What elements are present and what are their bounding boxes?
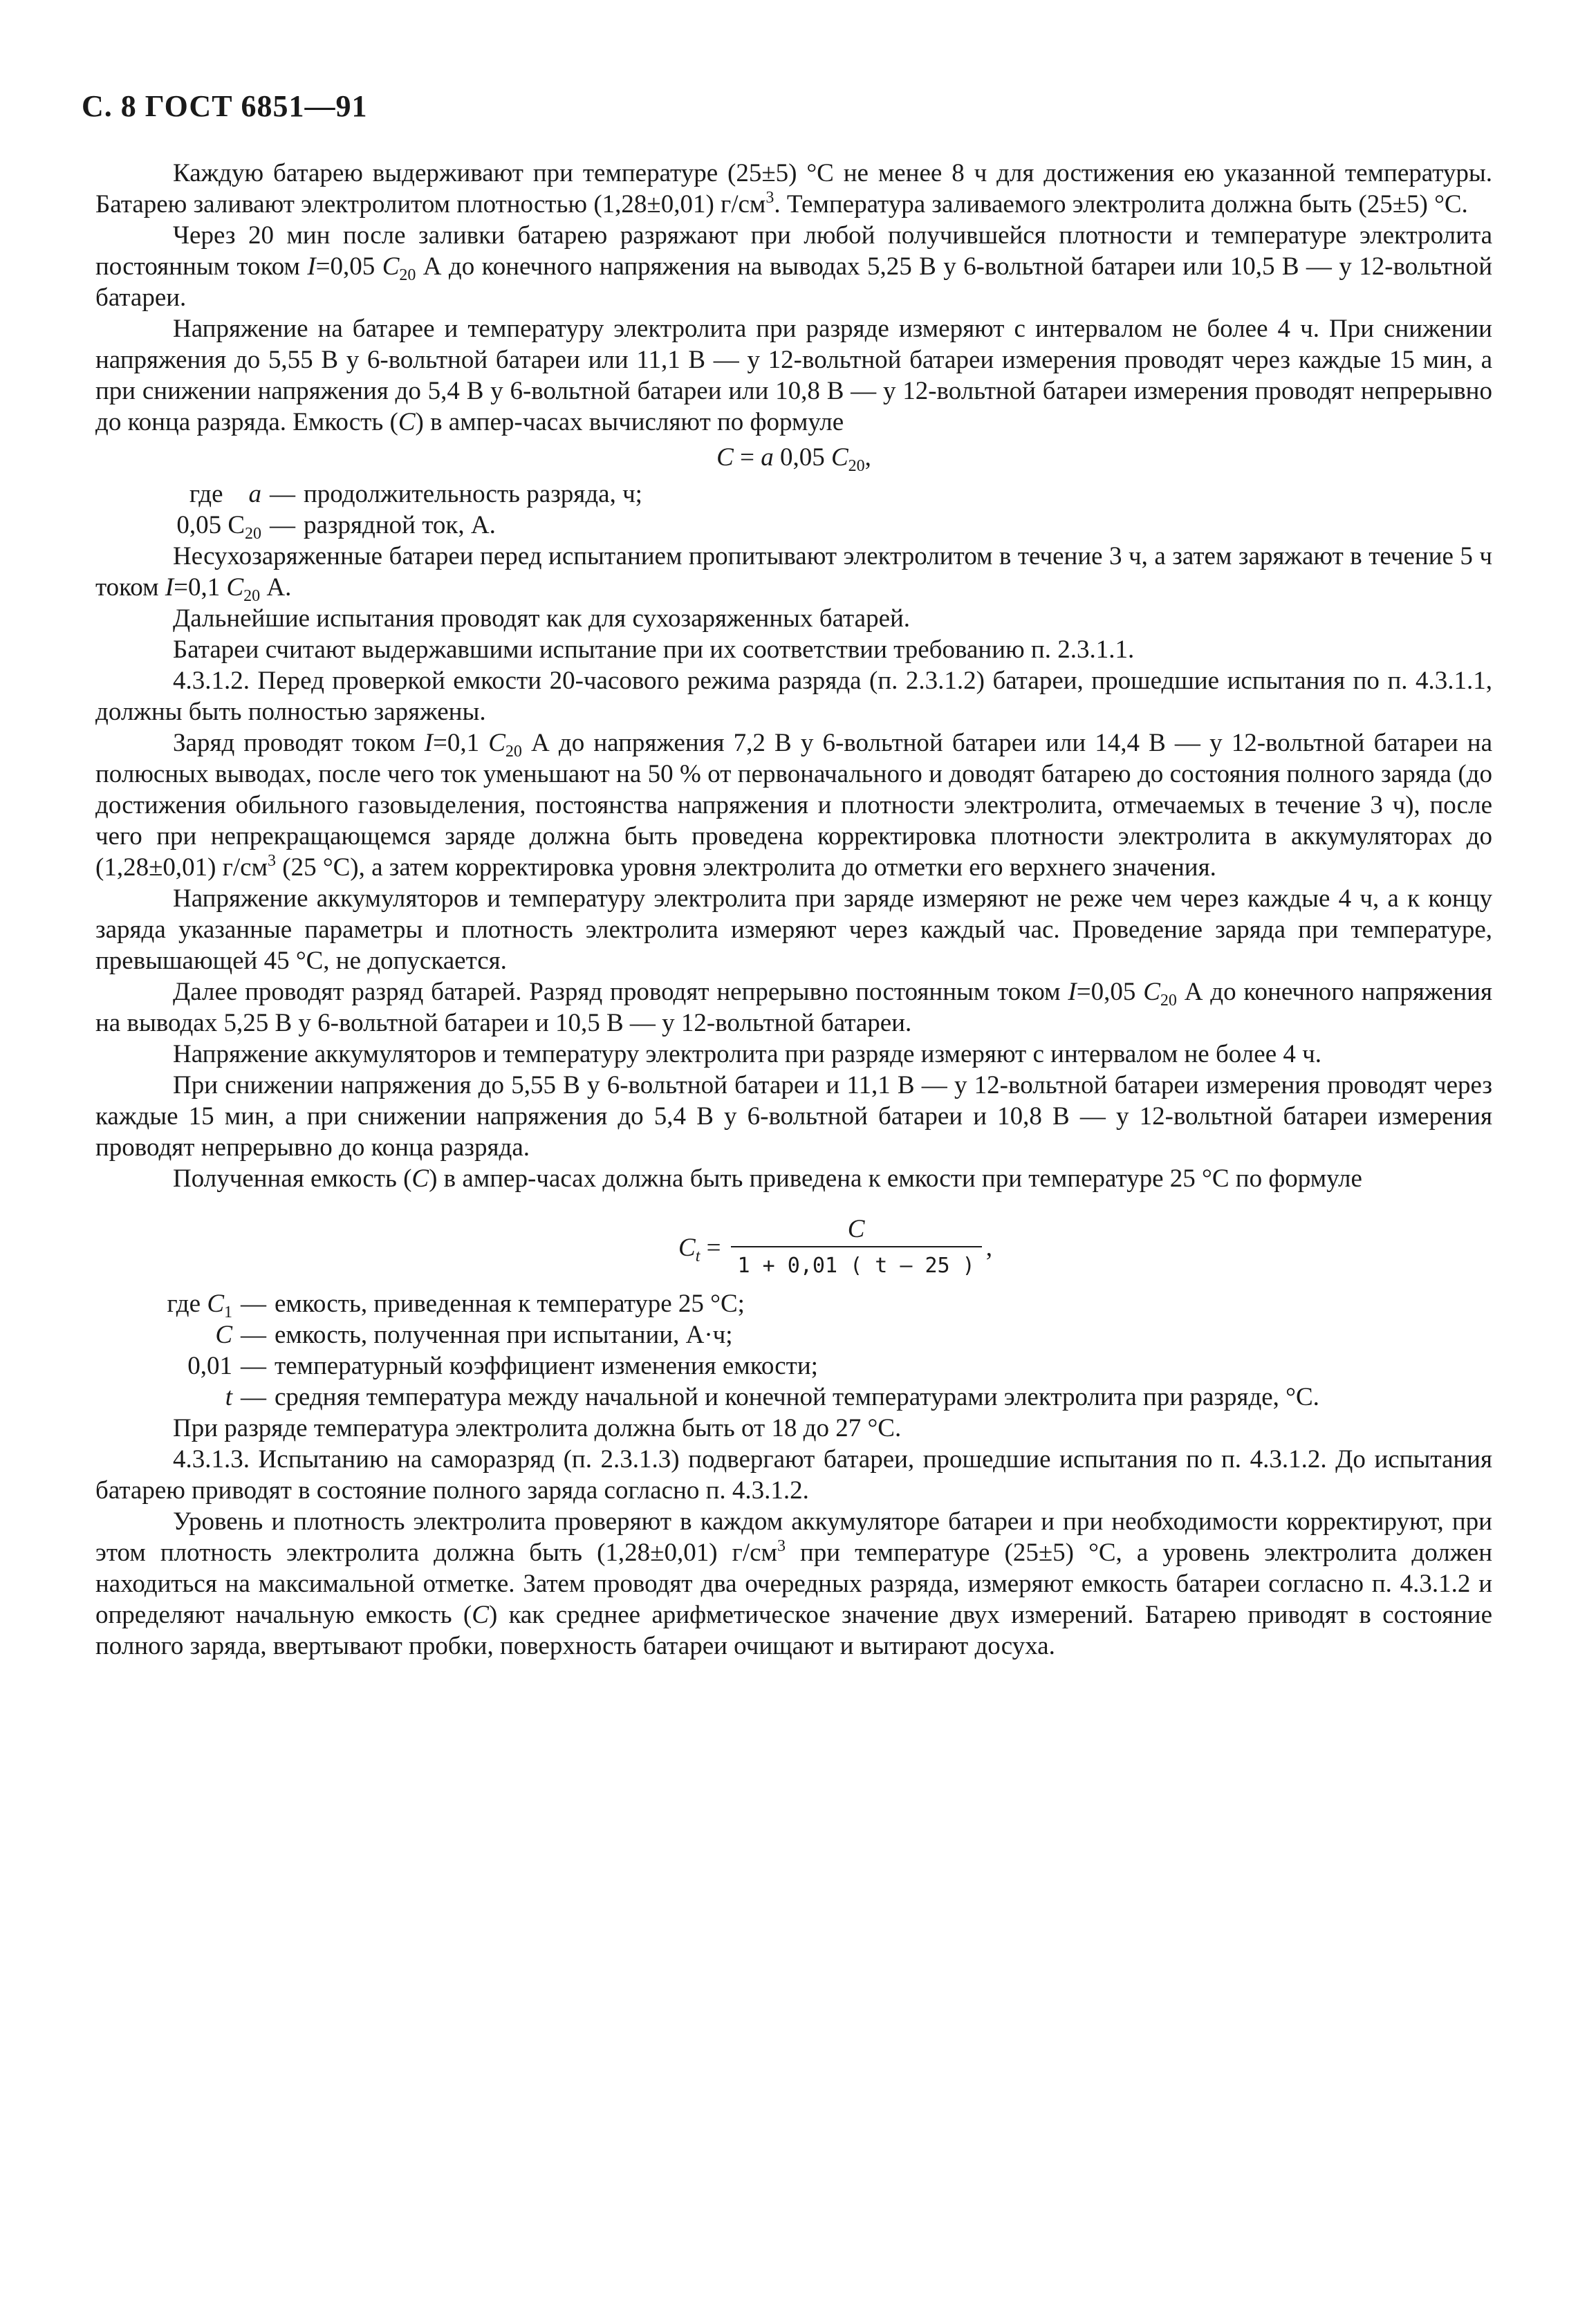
fraction-denominator: 1 + 0,01 ( t — 25 )	[731, 1246, 982, 1281]
legend-prefix: где	[167, 1290, 201, 1318]
legend-dash: —	[241, 1352, 266, 1380]
text: А до конечного напряжения на выводах 5,25 В у 6-вольтной батареи или 10,5 В — у 12-вольтной батареи.	[95, 252, 1492, 312]
text: Полученная емкость (	[173, 1164, 412, 1193]
fraction-numerator: C	[847, 1215, 865, 1243]
paragraph: 4.3.1.2. Перед проверкой емкости 20-часового режима разряда (п. 2.3.1.2) батареи, прошедшие испытания по п. 4.3.1.1, должны быть полностью заряжены.	[95, 667, 1492, 726]
legend-sym: t	[225, 1383, 232, 1411]
text: Каждую батарею выдерживают при температуре (25±5) °С не менее 8 ч для достижения ею указанной температуры. Батарею заливают электролитом плотностью (1,28±0,01) г/см	[95, 159, 1492, 219]
symbol-i: I	[1068, 978, 1077, 1006]
formula-end: ,	[864, 443, 871, 472]
formula-eq: =	[733, 443, 761, 472]
symbol-c: C	[472, 1601, 489, 1629]
formula-lhs-symbol: C	[678, 1233, 696, 1262]
legend-symbol	[95, 479, 261, 510]
text: =0,05	[1076, 978, 1144, 1006]
subscript: 20	[243, 587, 261, 605]
legend-row	[95, 1382, 1492, 1413]
legend-definition: разрядной ток, А.	[304, 511, 496, 539]
paragraph: При снижении напряжения до 5,55 В у 6-вольтной батареи и 11,1 В — у 12-вольтной батареи измерения проводят через каждые 15 мин, а при снижении напряжения до 5,4 В у 6-вольтной батареи и 10,8 В — у 12-вольтной батареи измерения проводят непрерывно до конца разряда.	[95, 1071, 1492, 1162]
legend-prefix: где	[189, 480, 223, 508]
text: А до напряжения 7,2 В у 6-вольтной батареи или 14,4 В — у 12-вольтной батареи на полюсных выводах, после чего ток уменьшают на 50 % от первоначального и доводят батарею до состояния полного заряда (до достижения обильного газовыделения, постоянства напряжения и плотности электролита, отмечаемых в течение 3 ч), после чего при непрекращающемся заряде должна быть проведена корректировка плотности электролита в аккумуляторах до (1,28±0,01) г/см	[95, 729, 1492, 882]
symbol-c: C	[1143, 978, 1160, 1006]
subscript: 20	[399, 266, 416, 284]
superscript: 3	[765, 189, 774, 207]
paragraph	[95, 220, 1492, 313]
legend-sym: a	[248, 480, 261, 508]
paragraph	[95, 1163, 1492, 1194]
text: Заряд проводят током	[173, 729, 425, 757]
legend-row	[95, 479, 1492, 510]
legend-row	[95, 1319, 1492, 1350]
text: Уровень и плотность электролита проверяют в каждом аккумуляторе батареи и при необходимости корректируют, при этом плотность электролита должна быть (1,28±0,01) г/см	[95, 1507, 1492, 1567]
paragraph	[95, 976, 1492, 1039]
paragraph	[95, 727, 1492, 883]
paragraph	[95, 313, 1492, 438]
text: =0,1	[174, 573, 227, 602]
legend-definition: емкость, приведенная к температуре 25 °С;	[275, 1290, 745, 1318]
symbol-i: I	[424, 729, 433, 757]
legend-symbol	[95, 510, 261, 541]
legend-definition: продолжительность разряда, ч;	[304, 480, 642, 508]
text: . Температура заливаемого электролита должна быть (25±5) °С.	[774, 190, 1468, 219]
formula-normalized-capacity	[178, 1214, 1492, 1281]
text: ) в ампер-часах вычисляют по формуле	[415, 408, 844, 436]
text: Напряжение на батарее и температуру электролита при разряде измеряют с интервалом не более 4 ч. При снижении напряжения до 5,55 В у 6-вольтной батареи или 11,1 В — у 12-вольтной батареи измерения проводят через каждые 15 мин, а при снижении напряжения до 5,4 В у 6-вольтной батареи или 10,8 В — у 12-вольтной батареи измерения проводят непрерывно до конца разряда. Емкость (	[95, 315, 1492, 436]
paragraph: При разряде температура электролита должна быть от 18 до 27 °С.	[173, 1414, 902, 1442]
paragraph	[95, 1506, 1492, 1662]
formula-lhs	[678, 1232, 721, 1263]
superscript: 3	[268, 852, 276, 870]
paragraph: Батареи считают выдержавшими испытание при их соответствии требованию п. 2.3.1.1.	[173, 635, 1135, 664]
formula-end: ,	[985, 1233, 992, 1262]
legend-definition: средняя температура между начальной и конечной температурами электролита при разряде, °С.	[275, 1383, 1319, 1411]
formula-coef: 0,05	[773, 443, 831, 472]
legend-dash: —	[270, 511, 295, 539]
legend-sym: C	[207, 1290, 224, 1318]
formula-eq: =	[706, 1233, 721, 1262]
superscript: 3	[777, 1537, 786, 1555]
text: ) как среднее арифметическое значение двух измерений. Батарею приводят в состояние полного заряда, ввертывают пробки, поверхность батареи очищают и вытирают досуха.	[95, 1601, 1493, 1660]
legend-dash: —	[241, 1383, 266, 1411]
text: при температуре (25±5) °С, а уровень электролита должен находиться на максимальной отметке. Затем проводят два очередных разряда, измеряют емкость батареи согласно п. 4.3.1.2 и определяют начальную емкость (	[95, 1539, 1492, 1629]
formula-a: a	[761, 443, 774, 472]
subscript: 20	[848, 457, 865, 475]
legend-row	[95, 1350, 1492, 1382]
fraction	[731, 1214, 982, 1281]
subscript: 20	[1160, 992, 1177, 1010]
paragraph: 4.3.1.3. Испытанию на саморазряд (п. 2.3.1.3) подвергают батареи, прошедшие испытания по п. 4.3.1.2. До испытания батарею приводят в состояние полного заряда согласно п. 4.3.1.2.	[95, 1445, 1492, 1505]
text: ) в ампер-часах должна быть приведена к емкости при температуре 25 °С по формуле	[429, 1164, 1362, 1193]
subscript: 20	[505, 743, 522, 761]
legend-row	[95, 510, 1492, 541]
text: (25 °С), а затем корректировка уровня электролита до отметки его верхнего значения.	[276, 853, 1216, 882]
formula-c: C	[831, 443, 848, 472]
text: А.	[260, 573, 292, 602]
legend-definition: емкость, полученная при испытании, А·ч;	[275, 1321, 733, 1349]
paragraph	[95, 158, 1492, 220]
text: Далее проводят разряд батарей. Разряд проводят непрерывно постоянным током	[173, 978, 1068, 1006]
legend-row	[95, 1288, 1492, 1319]
formula-capacity	[95, 442, 1492, 473]
subscript: t	[695, 1247, 700, 1265]
legend-dash: —	[270, 480, 295, 508]
subscript: 20	[245, 525, 261, 543]
symbol-c: C	[382, 252, 400, 281]
legend-dash: —	[241, 1321, 266, 1349]
text: Через 20 мин после заливки батарею разряжают при любой получившейся плотности и температуре электролита постоянным током	[95, 221, 1492, 281]
legend-definition: температурный коэффициент изменения емкости;	[275, 1352, 818, 1380]
symbol-c: C	[226, 573, 244, 602]
symbol-i: I	[307, 252, 316, 281]
text: Несухозаряженные батареи перед испытанием пропитывают электролитом в течение 3 ч, а затем заряжают в течение 5 ч током	[95, 542, 1492, 602]
legend-sym: C	[215, 1321, 232, 1349]
paragraph: Напряжение аккумуляторов и температуру электролита при заряде измеряют не реже чем через каждые 4 ч, а к концу заряда указанные параметры и плотность электролита измеряют через каждый час. Проведение заряда при температуре, превышающей 45 °С, не допускается.	[95, 884, 1492, 975]
page-header: С. 8 ГОСТ 6851—91	[82, 89, 368, 123]
formula-lhs: C	[716, 443, 734, 472]
symbol-i: I	[165, 573, 174, 602]
subscript: 1	[224, 1303, 232, 1321]
text: А до конечного напряжения на выводах 5,25 В у 6-вольтной батареи и 10,5 В — у 12-вольтной батареи.	[95, 978, 1492, 1037]
legend-sym: 0,01	[187, 1352, 232, 1380]
text: =0,1	[432, 729, 489, 757]
paragraph	[95, 541, 1492, 603]
text: =0,05	[315, 252, 382, 281]
legend-dash: —	[241, 1290, 266, 1318]
symbol-c: C	[411, 1164, 429, 1193]
paragraph: Напряжение аккумуляторов и температуру электролита при разряде измеряют с интервалом не более 4 ч.	[173, 1040, 1321, 1068]
legend-sym: 0,05 C	[176, 511, 245, 539]
paragraph: Дальнейшие испытания проводят как для сухозаряженных батарей.	[173, 604, 911, 633]
symbol-c: C	[398, 408, 416, 436]
legend-symbol	[95, 1288, 232, 1319]
symbol-c: C	[488, 729, 505, 757]
document-body	[95, 158, 1492, 1662]
